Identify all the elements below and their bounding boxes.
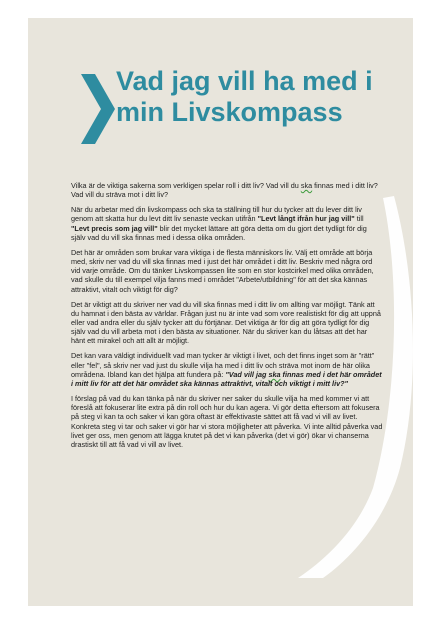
text-segment: finnas med i det här området i mitt liv för att det här området ska kännas attraktivt, vitalt och viktigt i mitt liv?"	[71, 369, 382, 389]
text-segment: "Vad vill jag	[225, 369, 269, 379]
page-title: Vad jag vill ha med i min Livskompass	[116, 66, 373, 127]
text-segment: ska	[268, 369, 281, 379]
text-segment: Det kan vara väldigt individuellt vad man tycker är viktigt i livet, och det finns inget som är "rätt" eller "fel", så skriv ner vad just du skulle vilja ha med i ditt liv och sträva mot inom de här olika områdena. Ibland kan det hjälpa att fundera på:	[71, 351, 375, 379]
text-segment: Det här är områden som brukar vara viktiga i de flesta människors liv. Välj ett område att börja med, skriv ner vad du vill ska finnas med i just det här området i ditt liv. Beskriv med några ord vid varje område. Om du tänker Livskompassen lite som en stor kostcirkel med olika områden, vad skulle du till exempel vilja fanns med i området "Arbete/utbildning" för att det ska kännas attraktivt, vitalt och viktigt för dig?	[71, 247, 374, 294]
paragraph	[71, 181, 383, 199]
text-segment: I förslag på vad du kan tänka på när du skriver ner saker du skulle vilja ha med kommer vi att föreslå att fokuserar lite extra på din roll och hur du kan agera. Vi gör detta eftersom att fokusera på steg vi kan ta och saker vi kan göra oftast är effektivaste sättet att få vad vi vill av livet. Konkreta steg vi tar och saker vi gör har vi stora möjligheter att påverka. Vi inte alltid påverka vad livet ger oss, men genom att lägga krutet på det vi kan påverka (det vi gör) ökar vi chanserna drastiskt till att få vad vi vill av livet.	[71, 394, 383, 450]
text-segment: finnas med i ditt liv? Vad vill du sträva mot i ditt liv?	[71, 181, 378, 200]
text-segment: När du arbetar med din livskompass och ska ta ställning till hur du tycker att du lever ditt liv genom att skatta hur du levt ditt liv senaste veckan utifrån	[71, 205, 362, 224]
paragraph	[71, 300, 383, 346]
text-segment: "Levt precis som jag vill"	[71, 223, 158, 233]
paragraph	[71, 394, 383, 449]
paragraph	[71, 351, 383, 388]
text-segment: "Levt långt ifrån hur jag vill"	[257, 214, 355, 224]
document-page	[28, 18, 413, 606]
chevron-arrow-icon	[81, 74, 115, 144]
text-segment: Vilka är de viktiga sakerna som verkligen spelar roll i ditt liv? Vad vill du	[71, 181, 301, 190]
paragraph	[71, 248, 383, 294]
text-segment: ska	[300, 181, 313, 190]
text-segment: till	[354, 214, 364, 224]
paragraph	[71, 205, 383, 242]
body-text	[71, 181, 383, 455]
text-segment: blir det mycket lättare att göra detta om du gjort det tydligt för dig själv vad du vill ska finnas med i dessa olika områden.	[71, 223, 367, 242]
text-segment: Det är viktigt att du skriver ner vad du vill ska finnas med i ditt liv om allting var möjligt. Tänk att du hamnat i den bästa av världar. Frågan just nu är inte vad som vore realistiskt för dig att uppnå eller vad andra eller du själv tycker att du förtjänar. Det viktiga är för dig att göra tydligt för dig själv vad du vill arbeta mot i den bästa av situationer. När du skriver kan du låtsas att det har hänt ett mirakel och att allt är möjligt.	[71, 299, 381, 346]
